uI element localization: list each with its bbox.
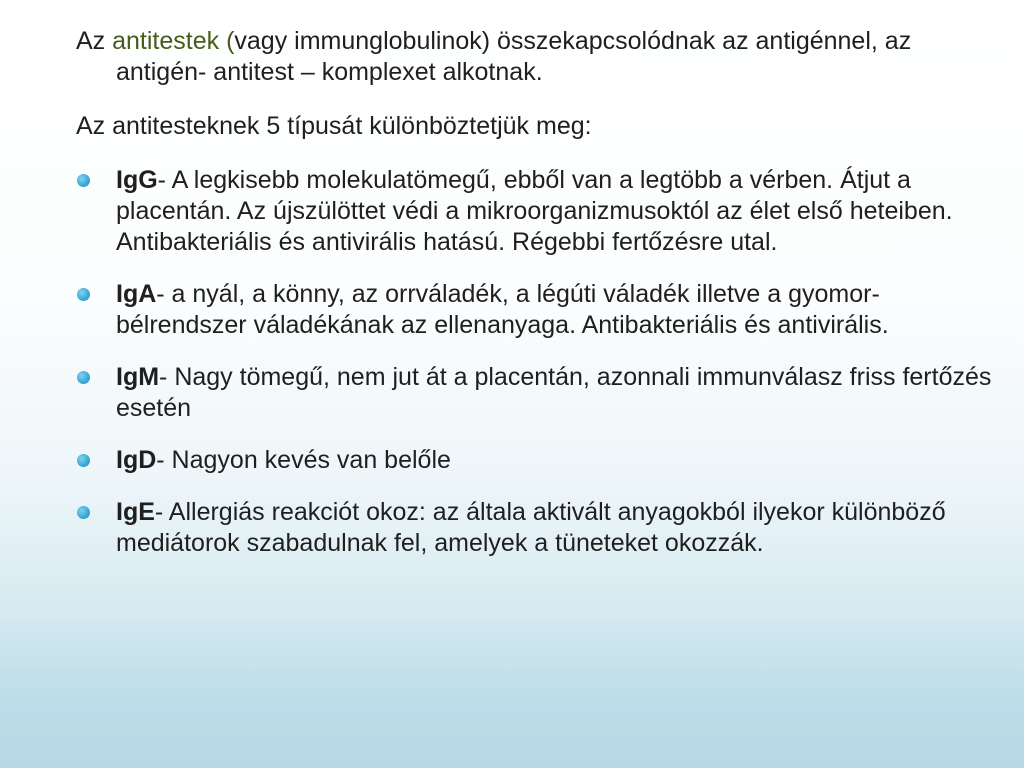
term-iga: IgA (116, 280, 157, 308)
list-item-igg (76, 165, 996, 258)
intro-paragraph (76, 26, 996, 88)
antibody-type-list (76, 165, 996, 559)
description-igd: - Nagyon kevés van belőle (156, 446, 451, 474)
term-igm: IgM (116, 363, 160, 391)
intro-prefix: Az (76, 27, 113, 55)
list-item-iga (76, 279, 996, 341)
bullet-dot-icon (77, 174, 90, 187)
bullet-dot-icon (77, 454, 90, 467)
list-item-igm (76, 362, 996, 424)
term-ige: IgE (116, 498, 155, 526)
bullet-dot-icon (77, 371, 90, 384)
bullet-dot-icon (77, 506, 90, 519)
term-igd: IgD (116, 446, 157, 474)
list-item-ige (76, 497, 996, 559)
intro-rest: vagy immunglobulinok) összekapcsolódnak az antigénnel, az antigén- antitest – komplexet alkotnak. (116, 27, 912, 86)
intro-highlight-term: antitestek ( (112, 27, 235, 55)
slide-content (76, 26, 996, 580)
term-igg: IgG (116, 166, 158, 194)
description-igg: - A legkisebb molekulatömegű, ebből van a legtöbb a vérben. Átjut a placentán. Az újszülöttet védi a mikroorganizmusoktól az élet első heteiben. Antibakteriális és antivirális hatású. Régebbi fertőzésre utal. (116, 166, 953, 256)
list-item-igd (76, 445, 996, 476)
description-iga: - a nyál, a könny, az orrváladék, a légúti váladék illetve a gyomor- bélrendszer váladékának az ellenanyaga. Antibakteriális és antivirális. (116, 280, 889, 339)
subtitle-paragraph: Az antitesteknek 5 típusát különböztetjük meg: (76, 112, 592, 140)
description-igm: - Nagy tömegű, nem jut át a placentán, azonnali immunválasz friss fertőzés esetén (116, 363, 992, 422)
description-ige: - Allergiás reakciót okoz: az általa aktivált anyagokból ilyekor különböző mediátorok szabadulnak fel, amelyek a tüneteket okozzák. (116, 498, 946, 557)
bullet-dot-icon (77, 288, 90, 301)
